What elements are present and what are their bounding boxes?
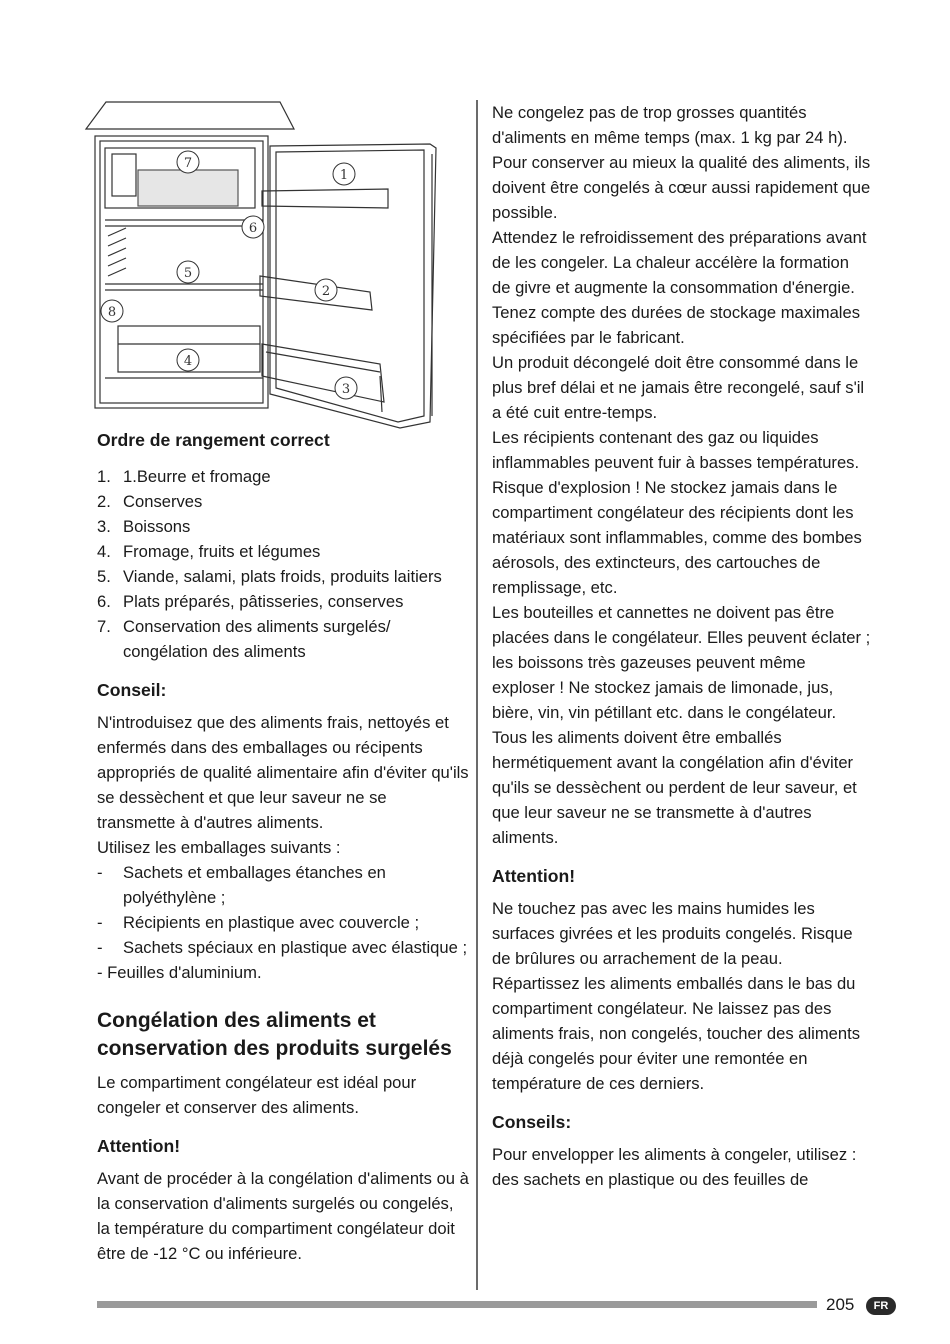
list-item-text: Fromage, fruits et légumes (123, 542, 321, 561)
paragraph: Tous les aliments doivent être emballés hermétiquement avant la congélation afin d'éviter qu'ils se dessèchent ou perdent de leur saveur, et que leur saveur ne se transmette à d'autres aliments. (492, 728, 857, 847)
list-item-text: Conserves (123, 492, 203, 511)
paragraph: Attendez le refroidissement des préparations avant de les congeler. La chaleur accélère la formation de givre et augmente la consommation d'énergie. (492, 228, 867, 297)
list-item (97, 614, 469, 664)
callout-2: 2 (321, 284, 331, 299)
callout-5: 5 (183, 266, 193, 281)
callout-7: 7 (183, 156, 193, 171)
tip-heading: Conseil: (97, 680, 167, 700)
list-item (97, 464, 469, 489)
paragraph: Les bouteilles et cannettes ne doivent pas être placées dans le congélateur. Elles peuvent éclater ; les boissons très gazeuses peuvent même exploser ! Ne stockez jamais de limonade, jus, bière, vin, vin pétillant etc. dans le congélateur. (492, 603, 871, 722)
column-divider (476, 100, 478, 1290)
packaging-intro: Utilisez les emballages suivants : (97, 838, 341, 857)
list-item (97, 589, 469, 614)
right-column (492, 100, 872, 1192)
list-item-number: 1. (97, 467, 111, 486)
paragraph: Tenez compte des durées de stockage maximales spécifiées par le fabricant. (492, 303, 861, 347)
storage-heading: Ordre de rangement correct (97, 430, 330, 450)
callout-3: 3 (341, 382, 351, 397)
freezing-heading: Congélation des aliments et conservation des produits surgelés (97, 1009, 452, 1060)
list-item-number: 5. (97, 567, 111, 586)
paragraph: Les récipients contenant des gaz ou liquides inflammables peuvent fuir à basses températures. Risque d'explosion ! Ne stockez jamais dans le compartiment congélateur des récipients dont les matériaux sont inflammables, comme des bombes aérosols, des extincteurs, des cartouches de remplissage, etc. (492, 428, 862, 597)
list-item-text: Boissons (123, 517, 191, 536)
list-item-text: Plats préparés, pâtisseries, conserves (123, 592, 404, 611)
freezing-intro: Le compartiment congélateur est idéal pour congeler et conserver des aliments. (97, 1073, 417, 1117)
list-item-number: 2. (97, 492, 111, 511)
paragraph: Ne congelez pas de trop grosses quantités d'aliments en même temps (max. 1 kg par 24 h). Pour conserver au mieux la qualité des aliments, ils doivent être congelés à cœur aussi rapidement que possible. (492, 103, 871, 222)
list-item (97, 489, 469, 514)
list-item-text: Sachets spéciaux en plastique avec élastique ; (123, 938, 468, 957)
list-item-text: 1.Beurre et fromage (123, 467, 271, 486)
attention-heading: Attention! (97, 1136, 181, 1156)
list-item-text: Viande, salami, plats froids, produits laitiers (123, 567, 442, 586)
list-item (97, 564, 469, 589)
fridge-diagram (80, 96, 450, 432)
list-item-number: 7. (97, 617, 111, 636)
list-item-number: 6. (97, 592, 111, 611)
page-number: 205 (826, 1295, 855, 1314)
list-item (97, 514, 469, 539)
tips-continuation: des sachets en plastique ou des feuilles de (492, 1170, 809, 1189)
tip-text: N'introduisez que des aliments frais, nettoyés et enfermés dans des emballages ou récipents appropriés de qualité alimentaire afin d'éviter qu'ils se dessèchent et que leur saveur ne se transmette à d'autres aliments. (97, 713, 469, 832)
packaging-last: - Feuilles d'aluminium. (97, 963, 262, 982)
callout-6: 6 (248, 221, 258, 236)
tips-text: Pour envelopper les aliments à congeler, utilisez : (492, 1145, 857, 1164)
list-item: - Sachets spéciaux en plastique avec élastique ; (97, 938, 468, 957)
list-item: - Récipients en plastique avec couvercle ; (97, 913, 420, 932)
tips-heading: Conseils: (492, 1112, 572, 1132)
callout-4: 4 (183, 354, 193, 369)
callout-8: 8 (107, 305, 117, 320)
list-item-text: Récipients en plastique avec couvercle ; (123, 913, 420, 932)
list-item (97, 539, 469, 564)
list-item-text: Sachets et emballages étanches en polyéthylène ; (123, 863, 386, 907)
language-badge: FR (866, 1297, 896, 1315)
attention-text: Ne touchez pas avec les mains humides les surfaces givrées et les produits congelés. Risque de brûlures ou arrachement de la peau. Répartissez les aliments emballés dans le bas du compartiment congélateur. Ne laissez pas des aliments frais, non congelés, toucher des aliments déjà congelés pour éviter une remontée en température de ces derniers. (492, 899, 861, 1093)
list-item-number: 4. (97, 542, 111, 561)
footer-bar (97, 1301, 817, 1308)
paragraph: Un produit décongelé doit être consommé dans le plus bref délai et ne jamais être recongelé, sauf s'il a été cuit entre-temps. (492, 353, 865, 422)
attention-heading: Attention! (492, 866, 576, 886)
list-item: - Sachets et emballages étanches en polyéthylène ; (97, 863, 386, 907)
left-column (97, 428, 469, 1266)
list-item-number: 3. (97, 517, 111, 536)
packaging-list (97, 860, 469, 960)
storage-list (97, 464, 469, 664)
attention-text: Avant de procéder à la congélation d'aliments ou à la conservation d'aliments surgelés ou congelés, la température du compartiment congélateur doit être de -12 °C ou inférieure. (97, 1169, 469, 1263)
list-item-text: Conservation des aliments surgelés/ congélation des aliments (123, 617, 391, 661)
callout-1: 1 (339, 168, 349, 183)
